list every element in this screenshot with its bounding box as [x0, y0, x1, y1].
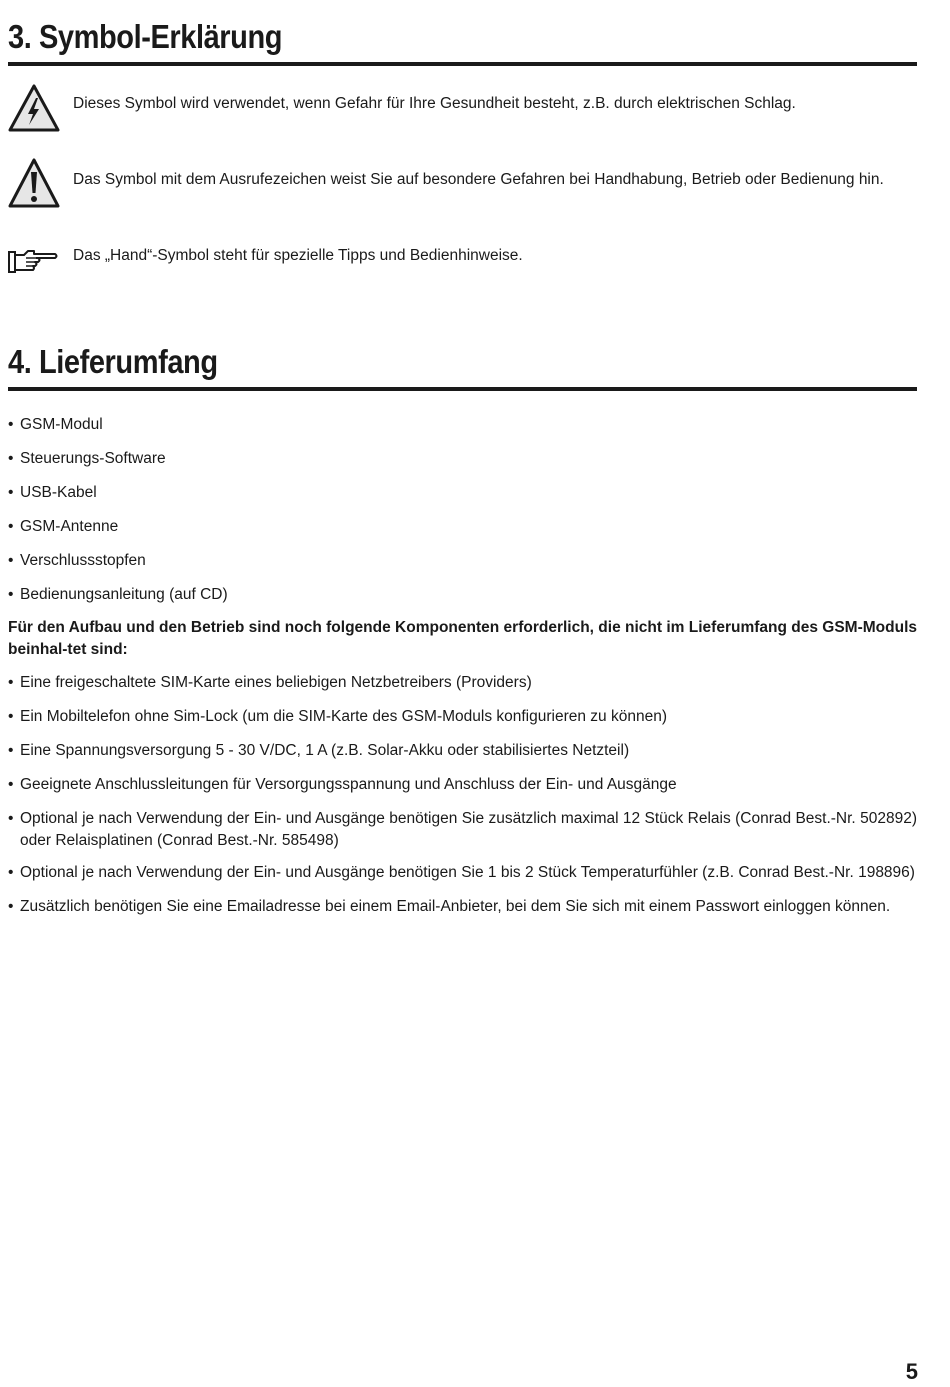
- bullet-mark: •: [8, 708, 14, 725]
- list-item-text: GSM-Antenne: [20, 518, 119, 535]
- list-item-text: Steuerungs-Software: [20, 450, 166, 467]
- page-number: 5: [905, 1359, 918, 1384]
- symbol-text-hand: Das „Hand“-Symbol steht für spezielle Tipps und Bedienhinweise.: [73, 247, 523, 264]
- list-item: [8, 448, 917, 470]
- section-3-title: 3. Symbol-Erklärung: [8, 18, 283, 55]
- bullet-mark: •: [8, 416, 14, 433]
- symbol-row-hand: [8, 244, 917, 278]
- symbol-text-exclamation: Das Symbol mit dem Ausrufezeichen weist Sie auf besondere Gefahren bei Handhabung, Betrieb oder Bedienung hin.: [73, 171, 884, 188]
- bullet-mark: •: [8, 518, 14, 535]
- list-item: [8, 706, 917, 728]
- bullet-mark: •: [8, 898, 14, 915]
- section-4-title: 4. Lieferumfang: [8, 343, 218, 380]
- list-item: [8, 740, 917, 762]
- symbol-text-electric: Dieses Symbol wird verwendet, wenn Gefahr für Ihre Gesundheit besteht, z.B. durch elektrischen Schlag.: [73, 95, 796, 112]
- list-item-text: Bedienungsanleitung (auf CD): [20, 586, 228, 603]
- list-item: [8, 414, 917, 436]
- lightning-warning-icon: [8, 84, 60, 137]
- list-item-text: Zusätzlich benötigen Sie eine Emailadresse bei einem Email-Anbieter, bei dem Sie sich mit einem Passwort einloggen können.: [20, 898, 891, 915]
- list-item-text: Ein Mobiltelefon ohne Sim-Lock (um die SIM-Karte des GSM-Moduls konfigurieren zu können): [20, 708, 667, 725]
- list-item: [8, 516, 917, 538]
- required-components-list: [8, 672, 917, 918]
- required-components-note: Für den Aufbau und den Betrieb sind noch folgende Komponenten erforderlich, die nicht im Lieferumfang des GSM-Moduls beinhal-tet sind:: [8, 619, 917, 658]
- bullet-mark: •: [8, 810, 14, 827]
- section-3-rule: [8, 62, 917, 66]
- list-item: [8, 862, 917, 884]
- list-item-text: Verschlussstopfen: [20, 552, 146, 569]
- bullet-mark: •: [8, 484, 14, 501]
- list-item-text: Eine Spannungsversorgung 5 - 30 V/DC, 1 A (z.B. Solar-Akku oder stabilisiertes Netzteil): [20, 742, 630, 759]
- delivery-contents-list: [8, 414, 917, 606]
- list-item: [8, 482, 917, 504]
- list-item-text: Optional je nach Verwendung der Ein- und Ausgänge benötigen Sie 1 bis 2 Stück Temperaturfühler (z.B. Conrad Best.-Nr. 198896): [20, 864, 915, 881]
- list-item: [8, 896, 917, 918]
- bullet-mark: •: [8, 776, 14, 793]
- list-item-text: GSM-Modul: [20, 416, 103, 433]
- bullet-mark: •: [8, 674, 14, 691]
- list-item-text: Eine freigeschaltete SIM-Karte eines beliebigen Netzbetreibers (Providers): [20, 674, 532, 691]
- bullet-mark: •: [8, 552, 14, 569]
- bullet-mark: •: [8, 864, 14, 881]
- list-item-text: USB-Kabel: [20, 484, 97, 501]
- list-item: [8, 550, 917, 572]
- list-item-text: Geeignete Anschlussleitungen für Versorgungsspannung und Anschluss der Ein- und Ausgänge: [20, 776, 677, 793]
- list-item: [8, 672, 917, 694]
- list-item: [8, 584, 917, 606]
- list-item-text: Optional je nach Verwendung der Ein- und Ausgänge benötigen Sie zusätzlich maximal 12 Stück Relais (Conrad Best.-Nr. 502892) oder Relaisplatinen (Conrad Best.-Nr. 585498): [20, 810, 917, 849]
- exclamation-warning-icon: [8, 158, 60, 213]
- pointing-hand-icon: [8, 246, 60, 281]
- list-item: [8, 808, 917, 852]
- symbol-row-exclamation: [8, 158, 917, 208]
- bullet-mark: •: [8, 586, 14, 603]
- bullet-mark: •: [8, 742, 14, 759]
- list-item: [8, 774, 917, 796]
- section-4-rule: [8, 387, 917, 391]
- bullet-mark: •: [8, 450, 14, 467]
- symbol-row-electric: [8, 84, 917, 134]
